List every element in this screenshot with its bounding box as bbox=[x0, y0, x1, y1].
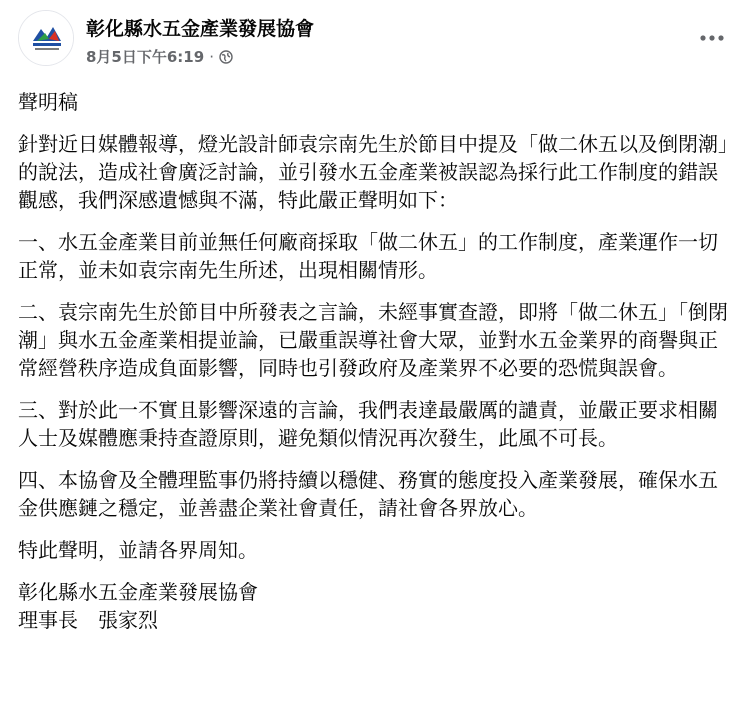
statement-point-1: 一、水五金產業目前並無任何廠商採取「做二休五」的工作制度，產業運作一切正常，並未如袁宗南先生所述，出現相關情形。 bbox=[18, 230, 718, 282]
statement-intro: 針對近日媒體報導，燈光設計師袁宗南先生於節目中提及「做二休五以及倒閉潮」的說法，造成社會廣泛討論，並引發水五金產業被誤認為採行此工作制度的錯誤觀感，我們深感遺憾與不滿，特此嚴正聲明如下： bbox=[18, 132, 728, 212]
statement-point-2: 二、袁宗南先生於節目中所發表之言論，未經事實查證，即將「做二休五」「倒閉潮」與水五金產業相提並論，已嚴重誤導社會大眾，並對水五金業界的商譽與正常經營秩序造成負面影響，同時也引發政府及產業界不必要的恐慌與誤會。 bbox=[18, 300, 728, 380]
post-meta bbox=[86, 46, 233, 67]
page-name-link[interactable]: 彰化縣水五金產業發展協會 bbox=[86, 18, 315, 40]
post-body bbox=[18, 88, 728, 634]
more-options-icon[interactable] bbox=[694, 28, 730, 48]
statement-point-3: 三、對於此一不實且影響深遠的言論，我們表達最嚴厲的譴責，並嚴正要求相關人士及媒體應秉持查證原則，避免類似情況再次發生，此風不可長。 bbox=[18, 398, 718, 450]
statement-closing: 特此聲明，並請各界周知。 bbox=[18, 538, 258, 562]
meta-separator: · bbox=[209, 47, 214, 66]
signature-organization: 彰化縣水五金產業發展協會 bbox=[18, 580, 258, 604]
statement-title: 聲明稿 bbox=[18, 90, 78, 114]
post-timestamp[interactable]: 8月5日下午6:19 bbox=[86, 48, 205, 66]
post-header bbox=[18, 10, 730, 66]
page-avatar[interactable] bbox=[18, 10, 74, 66]
association-logo-icon bbox=[19, 11, 74, 66]
statement-point-4: 四、本協會及全體理監事仍將持續以穩健、務實的態度投入產業發展，確保水五金供應鏈之穩定，並善盡企業社會責任，請社會各界放心。 bbox=[18, 468, 718, 520]
signature-person: 理事長 張家烈 bbox=[18, 608, 158, 632]
globe-icon[interactable] bbox=[219, 50, 233, 64]
